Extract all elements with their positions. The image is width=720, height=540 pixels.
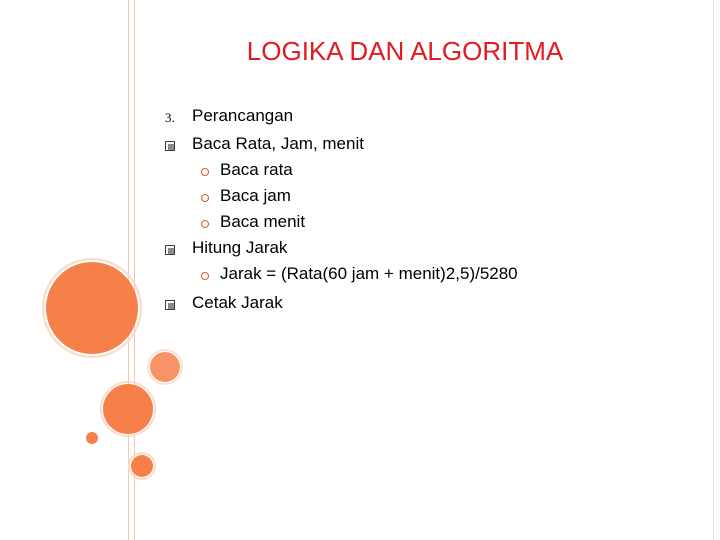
- circle-bullet-icon: [201, 272, 209, 280]
- list-item: Cetak Jarak: [192, 293, 283, 312]
- decorative-border-line: [713, 0, 714, 540]
- circle-bullet-icon: [201, 220, 209, 228]
- decorative-circle: [86, 432, 98, 444]
- sub-list-item: Baca jam: [220, 186, 291, 205]
- square-bullet-icon: [165, 141, 175, 151]
- decorative-circle: [150, 352, 180, 382]
- section-title: Perancangan: [192, 106, 294, 125]
- sub-list-item: Baca rata: [220, 160, 293, 179]
- section-number: 3.: [165, 110, 175, 125]
- decorative-circle: [103, 384, 153, 434]
- decorative-circle: [131, 455, 153, 477]
- circle-bullet-icon: [201, 194, 209, 202]
- slide-title: LOGIKA DAN ALGORITMA: [246, 36, 564, 66]
- square-bullet-icon: [165, 300, 175, 310]
- circle-bullet-icon: [201, 168, 209, 176]
- sub-list-item: Baca menit: [220, 212, 306, 231]
- decorative-circle: [46, 262, 138, 354]
- sub-list-item: Jarak = (Rata(60 jam + menit)2,5)/5280: [220, 264, 518, 283]
- list-item: Baca Rata, Jam, menit: [192, 134, 364, 153]
- list-item: Hitung Jarak: [192, 238, 288, 257]
- square-bullet-icon: [165, 245, 175, 255]
